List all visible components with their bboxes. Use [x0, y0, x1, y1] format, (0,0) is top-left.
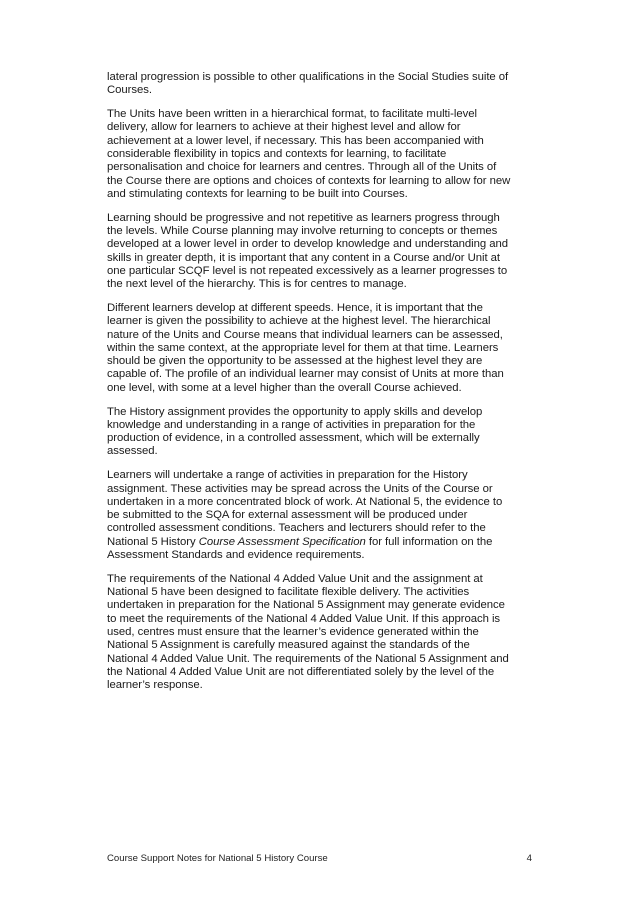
text-line: knowledge and understanding in a range of activities in preparation for the: [107, 418, 476, 431]
text-line: delivery, allow for learners to achieve at their highest level and allow for: [107, 121, 461, 134]
text-line: learner is given the possibility to achieve at the highest level. The hierarchical: [107, 315, 491, 328]
text-line: National 4 Added Value Unit. The requirements of the National 5 Assignment and: [107, 652, 509, 665]
text-line: the next level of the hierarchy. This is for centres to manage.: [107, 278, 407, 291]
page-number: 4: [526, 853, 532, 864]
text-line: personalisation and choice for learners and centres. Through all of the Units of: [107, 161, 497, 174]
text-line: considerable flexibility in topics and contexts for learning, to facilitate: [107, 147, 447, 160]
text-line: skills in greater depth, it is important that any content in a Course and/or Unit at: [107, 251, 501, 264]
text-line: capable of. The profile of an individual learner may consist of Units at more than: [107, 368, 504, 381]
text-line: Assessment Standards and evidence requirements.: [107, 549, 365, 561]
paragraph: [107, 406, 532, 459]
footer-title: Course Support Notes for National 5 History Course: [107, 853, 328, 864]
text-line: be submitted to the SQA for external assessment will be produced under: [107, 509, 468, 522]
text-line: National 5 Assignment is carefully measured against the standards of the: [107, 639, 470, 652]
text-line: controlled assessment conditions. Teachers and lecturers should refer to the: [107, 522, 486, 535]
text-line: and stimulating contexts for learning to be built into Courses.: [107, 187, 408, 200]
text-line: assessed.: [107, 445, 158, 458]
text-line: Courses.: [107, 84, 152, 97]
text-line: The requirements of the National 4 Added Value Unit and the assignment at: [107, 572, 483, 585]
text-line: nature of the Units and Course means that individual learners can be assessed,: [107, 328, 503, 341]
text-line: within the same context, at the appropriate level for them at that time. Learners: [107, 341, 499, 354]
text-line: The Units have been written in a hierarchical format, to facilitate multi-level: [107, 108, 477, 121]
paragraph: [107, 469, 532, 562]
text-line: undertaken in a more concentrated block of work. At National 5, the evidence to: [107, 495, 503, 508]
text-line: one level, with some at a level higher than the overall Course achieved.: [107, 381, 462, 394]
text-line: achievement at a lower level, if necessary. This has been accompanied with: [107, 134, 484, 147]
paragraph: [107, 573, 532, 693]
paragraph: [107, 71, 532, 98]
text-line: production of evidence, in a controlled assessment, which will be externally: [107, 432, 480, 445]
document-title-reference: Course Assessment Specification: [198, 535, 366, 548]
text-line: the National 4 Added Value Unit are not differentiated solely by the level of the: [107, 665, 495, 678]
text-line: undertaken in preparation for the National 5 Assignment may generate evidence: [107, 599, 505, 612]
text-line: Learning should be progressive and not repetitive as learners progress through: [107, 211, 500, 224]
paragraph: [107, 108, 532, 201]
text-line: developed at a lower level in order to develop knowledge and understanding and: [107, 238, 508, 251]
text-line: should be given the opportunity to be assessed at the highest level they are: [107, 355, 483, 368]
text-segment: for full information on the: [365, 535, 493, 548]
text-line: lateral progression is possible to other qualifications in the Social Studies suite of: [107, 71, 509, 83]
text-line: Different learners develop at different speeds. Hence, it is important that the: [107, 301, 483, 314]
text-line: assignment. These activities may be spread across the Units of the Course or: [107, 482, 493, 495]
text-line: Learners will undertake a range of activities in preparation for the History: [107, 469, 468, 482]
text-line: learner’s response.: [107, 679, 203, 692]
text-line: one particular SCQF level is not repeated excessively as a learner progresses to: [107, 264, 508, 277]
text-line: the levels. While Course planning may involve returning to concepts or themes: [107, 224, 498, 237]
paragraph: [107, 212, 532, 292]
body-text: [107, 71, 532, 703]
text-line: [107, 536, 532, 549]
text-line: National 5 have been designed to facilitate flexible delivery. The activities: [107, 586, 470, 599]
text-segment: National 5 History: [107, 535, 199, 548]
text-line: The History assignment provides the opportunity to apply skills and develop: [107, 405, 483, 418]
text-line: used, centres must ensure that the learner’s evidence generated within the: [107, 625, 479, 638]
text-line: to meet the requirements of the National 4 Added Value Unit. If this approach is: [107, 612, 501, 625]
text-line: the Course there are options and choices of contexts for learning to allow for new: [107, 174, 511, 187]
paragraph: [107, 302, 532, 395]
